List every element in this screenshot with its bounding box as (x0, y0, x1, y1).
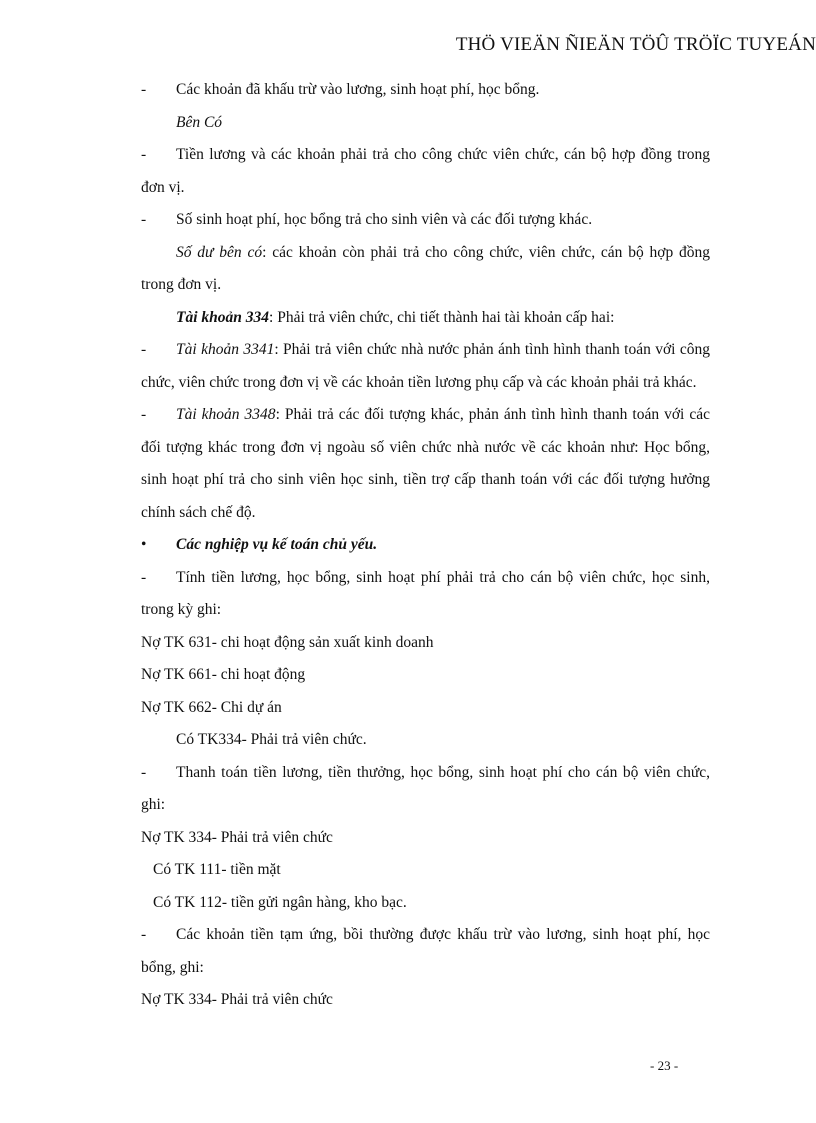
account-3341-label: Tài khoản 3341 (176, 341, 275, 358)
bullet-icon: • (141, 536, 147, 553)
paragraph-credit-balance (141, 237, 710, 302)
page-header: THÖ VIEÄN ÑIEÄN TÖÛ TRÖÏC TUYEÁN (455, 34, 816, 55)
entry-debit-662: Nợ TK 662- Chi dự án (141, 698, 282, 716)
paragraph-account-334 (141, 302, 710, 335)
account-3341-text: : Phải trả viên chức nhà nước phản ánh tình hình thanh toán với công chức, viên chức trong đơn vị về các khoản tiền lương phụ cấp và các khoản phải trả khác. (141, 341, 710, 391)
account-334-label: Tài khoản 334 (176, 308, 270, 326)
paragraph-salary-payable: - Tiền lương và các khoản phải trả cho công chức viên chức, cán bộ hợp đồng trong đơn vị. (141, 139, 710, 204)
entry-credit-111: Có TK 111- tiền mặt (153, 861, 281, 878)
paragraph-account-3348 (141, 399, 710, 529)
account-334-text: : Phải trả viên chức, chi tiết thành hai tài khoản cấp hai: (269, 308, 615, 326)
paragraph-pay-salary: - Thanh toán tiền lương, tiền thưởng, học bổng, sinh hoạt phí cho cán bộ viên chức, ghi: (141, 757, 710, 822)
entry-debit-661: Nợ TK 661- chi hoạt động (141, 666, 306, 683)
entry-credit-334: Có TK334- Phải trả viên chức. (176, 731, 367, 748)
credit-side-heading: Bên Có (176, 113, 223, 131)
page-number: - 23 - (650, 1058, 679, 1073)
paragraph-advances-deduction: - Các khoản tiền tạm ứng, bồi thường được khấu trừ vào lương, sinh hoạt phí, học bổng, ghi: (141, 919, 710, 984)
section-heading-main-transactions (141, 529, 710, 562)
account-3348-text: : Phải trả các đối tượng khác, phản ánh tình hình thanh toán với các đối tượng khác trong đơn vị ngoàu số viên chức nhà nước về các khoản như: Học bổng, sinh hoạt phí trả cho sinh viên học sinh, tiền trợ cấp thanh toán với các đối tượng hưởng chính sách chế độ. (141, 406, 710, 521)
paragraph-deductions: - Các khoản đã khấu trừ vào lương, sinh hoạt phí, học bổng. (141, 74, 710, 107)
credit-balance-label: Số dư bên có (176, 243, 263, 261)
account-3348-label: Tài khoản 3348 (176, 406, 276, 423)
entry-debit-631: Nợ TK 631- chi hoạt động sản xuất kinh doanh (141, 633, 434, 651)
credit-balance-text: : các khoản còn phải trả cho công chức, viên chức, cán bộ hợp đồng trong đơn vị. (141, 243, 710, 293)
entry-credit-112: Có TK 112- tiền gửi ngân hàng, kho bạc. (153, 893, 407, 911)
document-body (141, 74, 710, 1017)
paragraph-account-3341 (141, 334, 710, 399)
entry-debit-334: Nợ TK 334- Phải trả viên chức (141, 828, 333, 846)
paragraph-calc-salary: - Tính tiền lương, học bổng, sinh hoạt phí phải trả cho cán bộ viên chức, học sinh, trong kỳ ghi: (141, 562, 710, 627)
paragraph-scholarship: - Số sinh hoạt phí, học bổng trả cho sinh viên và các đối tượng khác. (141, 204, 710, 237)
section-heading-text: Các nghiệp vụ kế toán chủ yếu. (176, 536, 378, 553)
entry-debit-334-second: Nợ TK 334- Phải trả viên chức (141, 991, 333, 1008)
